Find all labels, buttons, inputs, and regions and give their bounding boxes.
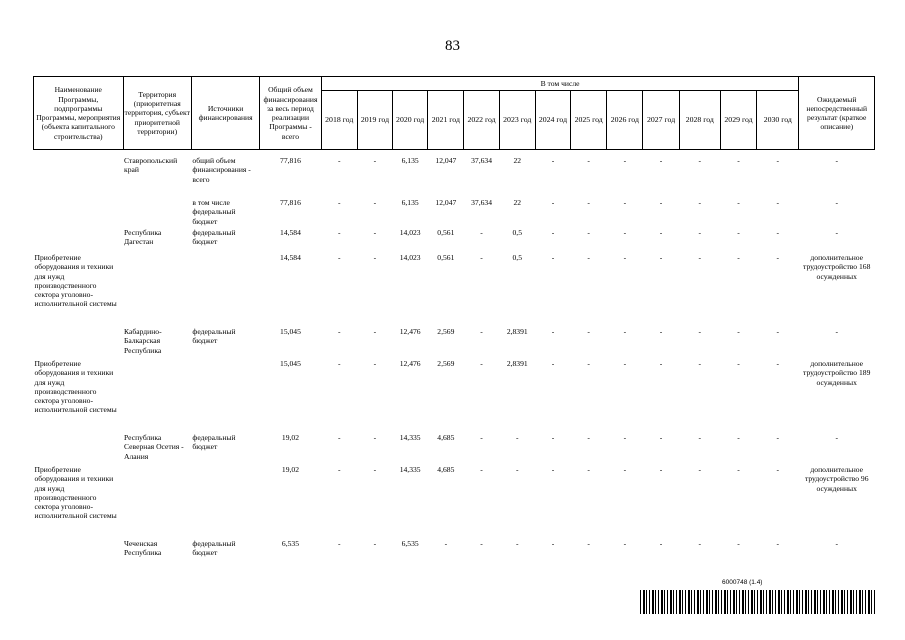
table-row [34,252,875,326]
year-value-cell: - [623,539,627,548]
header-year: 2021 год [428,91,464,150]
table-row [34,538,875,564]
territory-cell [123,197,191,227]
year-value-cell: - [737,156,740,165]
year-value-cell: - [587,465,590,474]
year-value-cell: - [587,539,590,548]
year-value-cell: - [623,359,627,368]
year-value-cell: 12,476 [399,327,421,336]
header-year: 2020 год [393,91,428,150]
header-year: 2025 год [571,91,607,150]
header-year: 2023 год [499,91,535,150]
source-cell: федеральный бюджет [192,539,236,558]
year-value-cell: - [551,228,555,237]
year-value-cell: - [659,359,663,368]
year-value-cell: - [373,539,377,548]
source-cell [191,358,259,432]
territory-cell: Чеченская Республика [124,539,162,558]
year-value-cell: 2,8391 [506,359,528,368]
source-cell: федеральный бюджет [192,228,236,247]
measure-name-cell [34,432,124,464]
year-value-cell: 0,561 [437,228,455,237]
year-value-cell: - [480,228,483,237]
year-value-cell: - [776,198,780,207]
result-cell: дополнительное трудоустройство 189 осужденных [803,359,871,387]
table-row [34,358,875,432]
source-cell [191,464,259,538]
year-value-cell: 0,5 [512,228,522,237]
year-value-cell: 12,047 [435,156,457,165]
total-cell: 15,045 [280,359,301,368]
result-cell: - [835,433,838,442]
header-year: 2027 год [643,91,679,150]
source-cell [191,252,259,326]
total-cell: 77,816 [280,198,301,207]
year-value-cell: - [587,359,590,368]
year-value-cell: - [776,228,780,237]
measure-name-cell [34,326,124,358]
header-year: 2028 год [679,91,720,150]
territory-cell [123,252,191,326]
year-value-cell: - [373,228,377,237]
year-value-cell: - [776,253,780,262]
total-cell: 14,584 [280,253,301,262]
year-value-cell: 22 [513,198,522,207]
year-value-cell: - [623,198,627,207]
year-value-cell: - [551,156,555,165]
measure-name-cell: Приобретение оборудования и техники для нужд производственного сектора уголовно-исполнительной системы [34,465,117,521]
source-cell: федеральный бюджет [192,327,236,346]
measure-name-cell [34,538,124,564]
header-sources: Источники финансирования [191,77,259,150]
year-value-cell: - [659,539,663,548]
year-value-cell: - [480,465,483,474]
year-value-cell: - [698,198,702,207]
year-value-cell: - [587,253,590,262]
year-value-cell: - [623,433,627,442]
year-value-cell: - [698,228,702,237]
header-year: 2019 год [357,91,392,150]
result-cell: дополнительное трудоустройство 96 осужденных [804,465,869,493]
header-year: 2024 год [535,91,570,150]
year-value-cell: - [551,465,555,474]
year-value-cell: - [776,433,780,442]
year-value-cell: - [623,253,627,262]
year-value-cell: - [373,433,377,442]
year-value-cell: - [737,359,740,368]
year-value-cell: - [737,228,740,237]
measure-name-cell: Приобретение оборудования и техники для нужд производственного сектора уголовно-исполнительной системы [34,359,117,415]
year-value-cell: - [587,228,590,237]
header-year: 2018 год [321,91,357,150]
financing-table [33,76,875,564]
total-cell: 14,584 [280,228,301,237]
year-value-cell: 37,634 [471,198,492,207]
year-value-cell: - [587,327,590,336]
year-value-cell: - [587,433,590,442]
year-value-cell: - [480,253,483,262]
header-name: Наименование Программы, подпрограммы Программы, мероприятия (объекта капитального строительства) [34,77,124,150]
header-result: Ожидаемый непосредственный результат (краткое описание) [799,77,875,150]
year-value-cell: - [515,539,519,548]
total-cell: 19,02 [281,433,300,442]
year-value-cell: - [373,253,377,262]
table-row [34,227,875,252]
year-value-cell: - [480,539,483,548]
year-value-cell: 12,047 [435,198,457,207]
year-value-cell: - [337,433,341,442]
year-value-cell: - [776,465,780,474]
measure-name-cell [34,197,124,227]
header-year: 2029 год [720,91,756,150]
year-value-cell: - [623,228,627,237]
territory-cell: Республика Северная Осетия - Алания [124,433,184,461]
year-value-cell: - [776,156,780,165]
year-value-cell: - [337,198,341,207]
year-value-cell: - [776,327,780,336]
table-row [34,432,875,464]
year-value-cell: - [373,156,377,165]
year-value-cell: 14,023 [399,228,421,237]
year-value-cell: - [659,327,663,336]
territory-cell: Республика Дагестан [124,228,162,247]
year-value-cell: - [587,198,590,207]
year-value-cell: - [737,327,740,336]
year-value-cell: 14,335 [399,433,421,442]
year-value-cell: - [698,359,702,368]
year-value-cell: - [737,539,740,548]
year-value-cell: - [698,433,702,442]
result-cell: дополнительное трудоустройство 168 осужденных [803,253,871,281]
year-value-cell: - [551,198,555,207]
header-including: В том числе [321,77,799,91]
year-value-cell: - [337,156,341,165]
header-year: 2022 год [464,91,499,150]
year-value-cell: - [659,156,663,165]
year-value-cell: - [337,359,341,368]
result-cell: - [835,156,838,165]
year-value-cell: - [515,465,519,474]
table-row [34,464,875,538]
year-value-cell: - [623,156,627,165]
year-value-cell: 14,335 [399,465,421,474]
year-value-cell: - [659,433,663,442]
year-value-cell: 4,685 [437,465,455,474]
result-cell: - [835,539,838,548]
year-value-cell: 6,135 [401,198,419,207]
year-value-cell: 14,023 [399,253,421,262]
total-cell: 77,816 [280,156,301,165]
year-value-cell: 2,569 [437,359,455,368]
year-value-cell: - [587,156,590,165]
total-cell: 19,02 [281,465,300,474]
year-value-cell: - [551,433,555,442]
table-row [34,155,875,197]
year-value-cell: - [698,327,702,336]
table-row [34,326,875,358]
year-value-cell: - [737,198,740,207]
year-value-cell: 0,561 [437,253,455,262]
year-value-cell: - [551,253,555,262]
year-value-cell: - [659,465,663,474]
year-value-cell: - [337,228,341,237]
year-value-cell: 37,634 [471,156,492,165]
year-value-cell: - [444,539,448,548]
year-value-cell: - [337,539,341,548]
header-year: 2026 год [607,91,643,150]
year-value-cell: 22 [513,156,522,165]
year-value-cell: 6,535 [401,539,419,548]
year-value-cell: - [480,433,483,442]
year-value-cell: - [373,327,377,336]
year-value-cell: - [698,156,702,165]
total-cell: 15,045 [280,327,301,336]
table-row [34,197,875,227]
header-territory: Территория (приоритетная территория, субъект приоритетной территории) [123,77,191,150]
header-year: 2030 год [757,91,799,150]
territory-cell: Кабардино-Балкарская Республика [124,327,162,355]
year-value-cell: - [480,327,483,336]
year-value-cell: - [659,253,663,262]
year-value-cell: - [337,465,341,474]
year-value-cell: - [737,433,740,442]
header-total: Общий объем финансирования за весь период реализации Программы - всего [260,77,321,150]
year-value-cell: 6,135 [401,156,419,165]
measure-name-cell [34,155,124,197]
source-cell: федеральный бюджет [192,433,236,452]
year-value-cell: - [551,359,555,368]
year-value-cell: - [698,539,702,548]
year-value-cell: - [776,359,780,368]
source-cell: общий объем финансирования - всего [192,156,251,184]
year-value-cell: - [659,228,663,237]
year-value-cell: - [373,359,377,368]
year-value-cell: - [337,327,341,336]
year-value-cell: - [737,465,740,474]
year-value-cell: - [623,465,627,474]
year-value-cell: - [551,327,555,336]
measure-name-cell [34,227,124,252]
page-number: 83 [445,38,460,54]
year-value-cell: 2,569 [437,327,455,336]
total-cell: 6,535 [281,539,300,548]
year-value-cell: 12,476 [399,359,421,368]
year-value-cell: - [373,198,377,207]
territory-cell [123,358,191,432]
year-value-cell: - [623,327,627,336]
year-value-cell: - [337,253,341,262]
territory-cell: Ставропольский край [124,156,178,175]
result-cell: - [835,198,838,207]
territory-cell [123,464,191,538]
year-value-cell: - [698,465,702,474]
year-value-cell: - [659,198,663,207]
year-value-cell: 0,5 [512,253,522,262]
table-body [34,150,875,565]
year-value-cell: - [373,465,377,474]
barcode-label: 6000748 (1.4) [722,579,763,586]
year-value-cell: - [480,359,483,368]
year-value-cell: - [698,253,702,262]
year-value-cell: - [776,539,780,548]
source-cell: в том числе федеральный бюджет [192,198,236,226]
year-value-cell: - [515,433,519,442]
year-value-cell: - [551,539,555,548]
year-value-cell: - [737,253,740,262]
barcode [640,590,877,614]
year-value-cell: 2,8391 [506,327,528,336]
result-cell: - [835,327,838,336]
year-value-cell: 4,685 [437,433,455,442]
measure-name-cell: Приобретение оборудования и техники для нужд производственного сектора уголовно-исполнительной системы [34,253,117,309]
result-cell: - [835,228,838,237]
